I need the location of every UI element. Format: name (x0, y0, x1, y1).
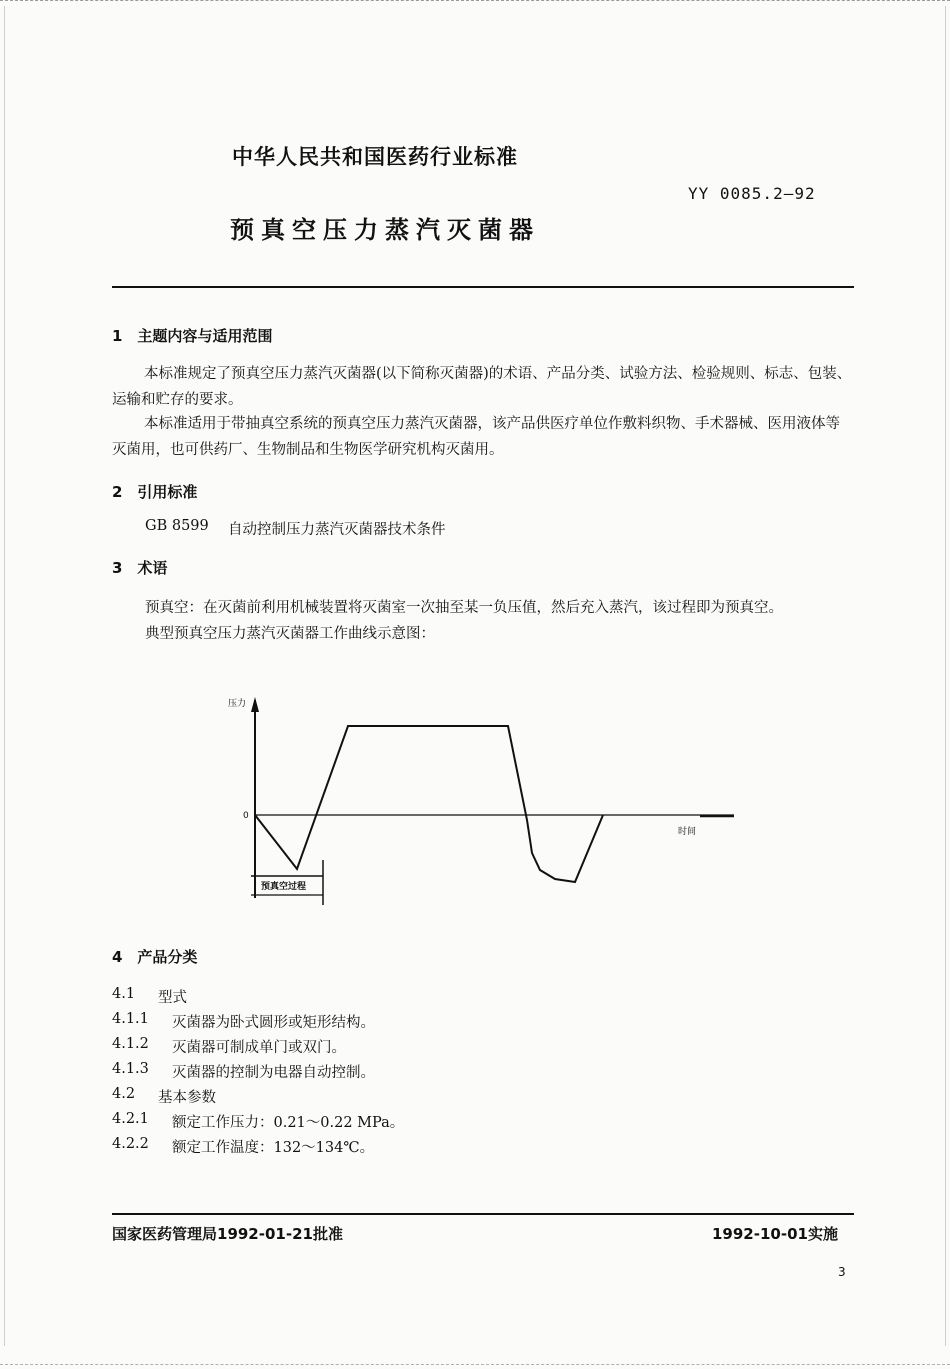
item-text: 基本参数 (158, 1090, 216, 1106)
pressure-curve (255, 726, 603, 882)
term-definition: 预真空：在灭菌前利用机械装置将灭菌室一次抽至某一负压值，然后充入蒸汽，该过程即为预真空。 (145, 600, 783, 616)
item-text: 型式 (158, 990, 187, 1006)
section4-heading: 4 产品分类 (112, 948, 198, 966)
item-number: 4.2.1 (112, 1111, 149, 1127)
item-number: 4.1 (112, 986, 136, 1002)
item-text: 灭菌器为卧式圆形或矩形结构。 (172, 1015, 375, 1031)
item-text: 额定工作温度：132～134℃。 (172, 1140, 375, 1156)
y-axis-label: 压力 (228, 699, 247, 709)
document-title: 预真空压力蒸汽灭菌器 (230, 216, 540, 244)
section1-paragraph2: 本标准适用于带抽真空系统的预真空压力蒸汽灭菌器，该产品供医疗单位作敷料织物、手术器械、医用液体等灭菌用，也可供药厂、生物制品和生物医学研究机构灭菌用。 (112, 416, 840, 458)
section1-paragraph1: 本标准规定了预真空压力蒸汽灭菌器(以下简称灭菌器)的术语、产品分类、试验方法、检验规则、标志、包装、运输和贮存的要求。 (112, 366, 852, 408)
footer-rule (112, 1213, 854, 1215)
item-number: 4.2 (112, 1086, 136, 1102)
item-number: 4.1.1 (112, 1011, 149, 1027)
section2-heading: 2 引用标准 (112, 483, 198, 501)
approval-line: 国家医药管理局1992-01-21批准 (112, 1225, 343, 1243)
standard-code: YY 0085.2—92 (688, 184, 816, 203)
item-text: 灭菌器的控制为电器自动控制。 (172, 1065, 375, 1081)
reference-title: 自动控制压力蒸汽灭菌器技术条件 (228, 522, 446, 538)
origin-label: 0 (243, 811, 249, 821)
item-number: 4.1.2 (112, 1036, 149, 1052)
reference-code: GB 8599 (145, 518, 209, 534)
section3-heading: 3 术语 (112, 559, 168, 577)
item-text: 额定工作压力：0.21～0.22 MPa。 (172, 1115, 405, 1131)
issuing-organization: 中华人民共和国医药行业标准 (232, 145, 518, 169)
item-text: 灭菌器可制成单门或双门。 (172, 1040, 346, 1056)
page-number: 3 (838, 1265, 846, 1279)
item-number: 4.2.2 (112, 1136, 149, 1152)
implementation-date: 1992-10-01实施 (712, 1225, 838, 1243)
section1-heading: 1 主题内容与适用范围 (112, 327, 273, 345)
figure-caption: 典型预真空压力蒸汽灭菌器工作曲线示意图： (145, 626, 435, 642)
phase-label: 预真空过程 (261, 882, 307, 892)
x-axis-label: 时间 (678, 827, 697, 837)
y-axis-arrow-icon (251, 697, 259, 712)
item-number: 4.1.3 (112, 1061, 149, 1077)
